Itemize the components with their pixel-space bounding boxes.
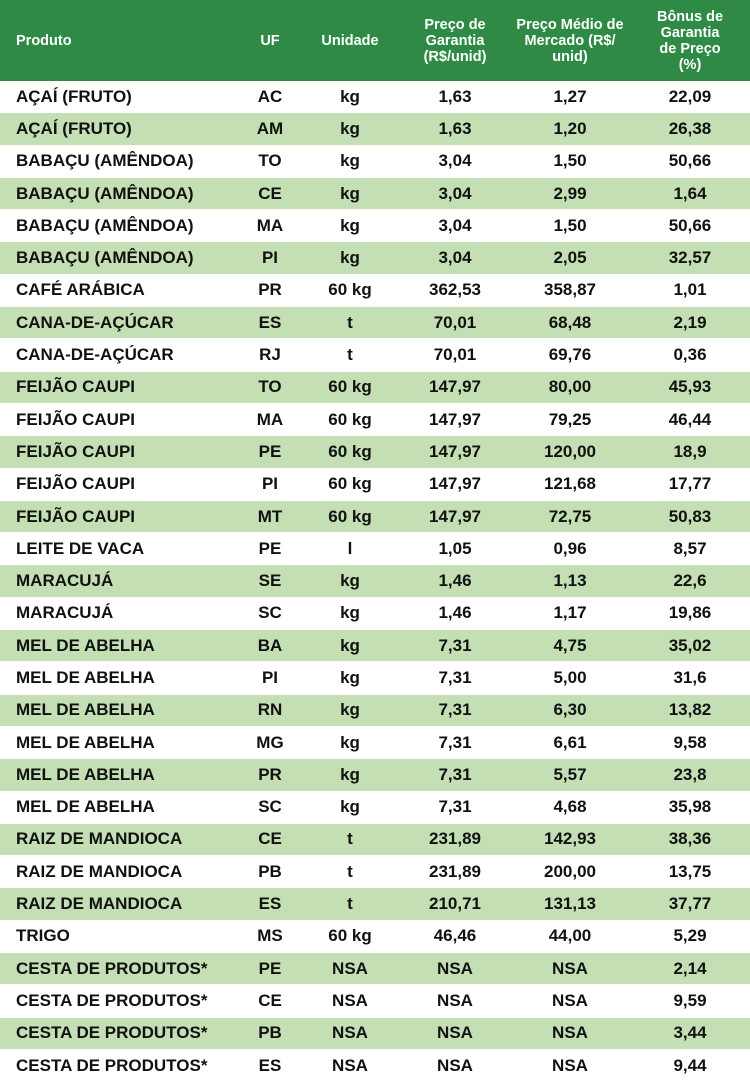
cell-preco-medio: NSA bbox=[510, 1049, 630, 1081]
cell-unidade: 60 kg bbox=[300, 403, 400, 435]
table-row bbox=[0, 597, 750, 629]
table-row bbox=[0, 888, 750, 920]
cell-uf: ES bbox=[240, 888, 300, 920]
table-row bbox=[0, 81, 750, 113]
table-row bbox=[0, 953, 750, 985]
cell-unidade: kg bbox=[300, 210, 400, 242]
cell-unidade: NSA bbox=[300, 985, 400, 1017]
cell-preco-garantia: 7,31 bbox=[400, 759, 510, 791]
cell-preco-garantia: 210,71 bbox=[400, 888, 510, 920]
cell-unidade: NSA bbox=[300, 1017, 400, 1049]
cell-preco-medio: 120,00 bbox=[510, 436, 630, 468]
table-row bbox=[0, 662, 750, 694]
cell-preco-garantia: 7,31 bbox=[400, 791, 510, 823]
cell-preco-medio: 0,96 bbox=[510, 533, 630, 565]
cell-uf: PE bbox=[240, 436, 300, 468]
cell-preco-medio: 200,00 bbox=[510, 856, 630, 888]
cell-preco-garantia: 3,04 bbox=[400, 145, 510, 177]
cell-preco-medio: 2,05 bbox=[510, 242, 630, 274]
cell-uf: AC bbox=[240, 81, 300, 113]
cell-bonus: 46,44 bbox=[630, 403, 750, 435]
cell-bonus: 32,57 bbox=[630, 242, 750, 274]
cell-uf: MA bbox=[240, 210, 300, 242]
table-row bbox=[0, 533, 750, 565]
cell-bonus: 5,29 bbox=[630, 920, 750, 952]
cell-bonus: 26,38 bbox=[630, 113, 750, 145]
cell-produto: RAIZ DE MANDIOCA bbox=[0, 888, 240, 920]
cell-bonus: 19,86 bbox=[630, 597, 750, 629]
cell-uf: SC bbox=[240, 791, 300, 823]
table-row bbox=[0, 468, 750, 500]
cell-uf: PR bbox=[240, 759, 300, 791]
cell-preco-garantia: 147,97 bbox=[400, 436, 510, 468]
cell-unidade: 60 kg bbox=[300, 468, 400, 500]
cell-preco-garantia: 231,89 bbox=[400, 823, 510, 855]
cell-preco-garantia: 7,31 bbox=[400, 694, 510, 726]
cell-uf: CE bbox=[240, 985, 300, 1017]
cell-preco-medio: NSA bbox=[510, 1017, 630, 1049]
cell-bonus: 9,59 bbox=[630, 985, 750, 1017]
cell-produto: BABAÇU (AMÊNDOA) bbox=[0, 210, 240, 242]
cell-unidade: NSA bbox=[300, 953, 400, 985]
table-row bbox=[0, 726, 750, 758]
cell-uf: CE bbox=[240, 823, 300, 855]
cell-preco-garantia: 7,31 bbox=[400, 630, 510, 662]
cell-uf: RN bbox=[240, 694, 300, 726]
table-row bbox=[0, 856, 750, 888]
cell-produto: MEL DE ABELHA bbox=[0, 662, 240, 694]
cell-preco-medio: 5,57 bbox=[510, 759, 630, 791]
cell-preco-medio: 358,87 bbox=[510, 274, 630, 306]
cell-unidade: kg bbox=[300, 177, 400, 209]
header-uf: UF bbox=[240, 0, 300, 81]
cell-produto: CESTA DE PRODUTOS* bbox=[0, 1049, 240, 1081]
cell-unidade: kg bbox=[300, 113, 400, 145]
cell-produto: AÇAÍ (FRUTO) bbox=[0, 81, 240, 113]
cell-preco-medio: 1,17 bbox=[510, 597, 630, 629]
table-row bbox=[0, 436, 750, 468]
table-row bbox=[0, 274, 750, 306]
cell-bonus: 3,44 bbox=[630, 1017, 750, 1049]
cell-preco-medio: 1,50 bbox=[510, 210, 630, 242]
cell-produto: BABAÇU (AMÊNDOA) bbox=[0, 242, 240, 274]
cell-preco-medio: 1,27 bbox=[510, 81, 630, 113]
cell-uf: PI bbox=[240, 468, 300, 500]
cell-preco-garantia: 1,46 bbox=[400, 597, 510, 629]
cell-uf: PB bbox=[240, 1017, 300, 1049]
table-row bbox=[0, 791, 750, 823]
cell-uf: MA bbox=[240, 403, 300, 435]
cell-bonus: 13,75 bbox=[630, 856, 750, 888]
cell-unidade: kg bbox=[300, 630, 400, 662]
cell-preco-medio: 1,50 bbox=[510, 145, 630, 177]
table-row bbox=[0, 210, 750, 242]
cell-bonus: 50,83 bbox=[630, 500, 750, 532]
cell-produto: MEL DE ABELHA bbox=[0, 694, 240, 726]
cell-bonus: 50,66 bbox=[630, 145, 750, 177]
cell-uf: CE bbox=[240, 177, 300, 209]
cell-bonus: 1,01 bbox=[630, 274, 750, 306]
cell-preco-medio: 69,76 bbox=[510, 339, 630, 371]
cell-uf: PI bbox=[240, 242, 300, 274]
cell-preco-medio: 1,20 bbox=[510, 113, 630, 145]
cell-unidade: t bbox=[300, 856, 400, 888]
cell-bonus: 18,9 bbox=[630, 436, 750, 468]
cell-produto: FEIJÃO CAUPI bbox=[0, 371, 240, 403]
cell-unidade: kg bbox=[300, 565, 400, 597]
cell-produto: RAIZ DE MANDIOCA bbox=[0, 856, 240, 888]
table-body bbox=[0, 81, 750, 1082]
cell-preco-garantia: 147,97 bbox=[400, 371, 510, 403]
cell-bonus: 0,36 bbox=[630, 339, 750, 371]
table-row bbox=[0, 565, 750, 597]
cell-unidade: 60 kg bbox=[300, 436, 400, 468]
cell-preco-garantia: 3,04 bbox=[400, 177, 510, 209]
cell-preco-medio: 79,25 bbox=[510, 403, 630, 435]
cell-produto: CANA-DE-AÇÚCAR bbox=[0, 307, 240, 339]
cell-bonus: 1,64 bbox=[630, 177, 750, 209]
table-row bbox=[0, 113, 750, 145]
cell-preco-medio: 121,68 bbox=[510, 468, 630, 500]
cell-bonus: 35,02 bbox=[630, 630, 750, 662]
table-row bbox=[0, 177, 750, 209]
cell-bonus: 38,36 bbox=[630, 823, 750, 855]
table-row bbox=[0, 500, 750, 532]
cell-preco-garantia: 70,01 bbox=[400, 339, 510, 371]
cell-bonus: 35,98 bbox=[630, 791, 750, 823]
cell-preco-medio: 80,00 bbox=[510, 371, 630, 403]
cell-preco-medio: 6,30 bbox=[510, 694, 630, 726]
cell-uf: BA bbox=[240, 630, 300, 662]
table-row bbox=[0, 242, 750, 274]
cell-unidade: 60 kg bbox=[300, 500, 400, 532]
cell-bonus: 9,58 bbox=[630, 726, 750, 758]
cell-uf: PR bbox=[240, 274, 300, 306]
cell-bonus: 50,66 bbox=[630, 210, 750, 242]
cell-preco-garantia: 147,97 bbox=[400, 500, 510, 532]
cell-preco-medio: 4,68 bbox=[510, 791, 630, 823]
header-row bbox=[0, 0, 750, 81]
cell-unidade: t bbox=[300, 307, 400, 339]
cell-preco-medio: 6,61 bbox=[510, 726, 630, 758]
cell-produto: MEL DE ABELHA bbox=[0, 726, 240, 758]
cell-uf: MT bbox=[240, 500, 300, 532]
table-row bbox=[0, 630, 750, 662]
cell-bonus: 22,09 bbox=[630, 81, 750, 113]
cell-preco-medio: 44,00 bbox=[510, 920, 630, 952]
cell-produto: CESTA DE PRODUTOS* bbox=[0, 985, 240, 1017]
cell-preco-medio: NSA bbox=[510, 985, 630, 1017]
cell-preco-garantia: 147,97 bbox=[400, 403, 510, 435]
table-row bbox=[0, 145, 750, 177]
table-row bbox=[0, 694, 750, 726]
cell-uf: PI bbox=[240, 662, 300, 694]
cell-produto: CAFÉ ARÁBICA bbox=[0, 274, 240, 306]
cell-preco-medio: 72,75 bbox=[510, 500, 630, 532]
table-row bbox=[0, 307, 750, 339]
cell-bonus: 9,44 bbox=[630, 1049, 750, 1081]
cell-uf: TO bbox=[240, 145, 300, 177]
cell-unidade: l bbox=[300, 533, 400, 565]
cell-preco-garantia: NSA bbox=[400, 953, 510, 985]
cell-produto: CESTA DE PRODUTOS* bbox=[0, 1017, 240, 1049]
cell-bonus: 31,6 bbox=[630, 662, 750, 694]
cell-preco-garantia: 1,05 bbox=[400, 533, 510, 565]
cell-produto: TRIGO bbox=[0, 920, 240, 952]
cell-unidade: t bbox=[300, 339, 400, 371]
cell-unidade: kg bbox=[300, 694, 400, 726]
cell-preco-garantia: NSA bbox=[400, 1049, 510, 1081]
table-row bbox=[0, 920, 750, 952]
cell-preco-medio: 131,13 bbox=[510, 888, 630, 920]
cell-preco-garantia: 7,31 bbox=[400, 662, 510, 694]
cell-uf: PE bbox=[240, 533, 300, 565]
cell-preco-garantia: 3,04 bbox=[400, 242, 510, 274]
cell-bonus: 22,6 bbox=[630, 565, 750, 597]
cell-unidade: kg bbox=[300, 759, 400, 791]
cell-unidade: NSA bbox=[300, 1049, 400, 1081]
table-row bbox=[0, 985, 750, 1017]
cell-uf: ES bbox=[240, 1049, 300, 1081]
cell-bonus: 23,8 bbox=[630, 759, 750, 791]
cell-unidade: t bbox=[300, 888, 400, 920]
cell-uf: PB bbox=[240, 856, 300, 888]
table-row bbox=[0, 403, 750, 435]
cell-unidade: kg bbox=[300, 791, 400, 823]
table-row bbox=[0, 1049, 750, 1081]
cell-produto: AÇAÍ (FRUTO) bbox=[0, 113, 240, 145]
cell-produto: FEIJÃO CAUPI bbox=[0, 468, 240, 500]
cell-uf: SE bbox=[240, 565, 300, 597]
cell-unidade: t bbox=[300, 823, 400, 855]
cell-bonus: 2,19 bbox=[630, 307, 750, 339]
cell-produto: MARACUJÁ bbox=[0, 597, 240, 629]
cell-produto: MEL DE ABELHA bbox=[0, 791, 240, 823]
header-preco-garantia: Preço de Garantia (R$/unid) bbox=[400, 0, 510, 81]
cell-bonus: 8,57 bbox=[630, 533, 750, 565]
cell-unidade: 60 kg bbox=[300, 371, 400, 403]
cell-preco-garantia: 147,97 bbox=[400, 468, 510, 500]
cell-produto: LEITE DE VACA bbox=[0, 533, 240, 565]
cell-produto: FEIJÃO CAUPI bbox=[0, 500, 240, 532]
cell-preco-medio: 4,75 bbox=[510, 630, 630, 662]
cell-preco-garantia: 3,04 bbox=[400, 210, 510, 242]
header-produto: Produto bbox=[0, 0, 240, 81]
header-bonus: Bônus de Garantia de Preço (%) bbox=[630, 0, 750, 81]
cell-unidade: 60 kg bbox=[300, 920, 400, 952]
cell-bonus: 45,93 bbox=[630, 371, 750, 403]
cell-produto: BABAÇU (AMÊNDOA) bbox=[0, 177, 240, 209]
cell-unidade: kg bbox=[300, 726, 400, 758]
cell-preco-garantia: NSA bbox=[400, 1017, 510, 1049]
cell-preco-medio: 68,48 bbox=[510, 307, 630, 339]
cell-uf: SC bbox=[240, 597, 300, 629]
cell-bonus: 17,77 bbox=[630, 468, 750, 500]
cell-preco-garantia: 46,46 bbox=[400, 920, 510, 952]
cell-preco-garantia: 362,53 bbox=[400, 274, 510, 306]
table-row bbox=[0, 823, 750, 855]
cell-produto: MARACUJÁ bbox=[0, 565, 240, 597]
header-unidade: Unidade bbox=[300, 0, 400, 81]
cell-produto: RAIZ DE MANDIOCA bbox=[0, 823, 240, 855]
cell-preco-medio: 1,13 bbox=[510, 565, 630, 597]
cell-unidade: kg bbox=[300, 242, 400, 274]
cell-preco-medio: NSA bbox=[510, 953, 630, 985]
cell-uf: AM bbox=[240, 113, 300, 145]
cell-preco-garantia: NSA bbox=[400, 985, 510, 1017]
header-preco-medio: Preço Médio de Mercado (R$/ unid) bbox=[510, 0, 630, 81]
cell-preco-medio: 5,00 bbox=[510, 662, 630, 694]
cell-unidade: kg bbox=[300, 81, 400, 113]
cell-bonus: 2,14 bbox=[630, 953, 750, 985]
cell-produto: MEL DE ABELHA bbox=[0, 759, 240, 791]
cell-produto: CANA-DE-AÇÚCAR bbox=[0, 339, 240, 371]
cell-produto: CESTA DE PRODUTOS* bbox=[0, 953, 240, 985]
cell-preco-garantia: 1,63 bbox=[400, 81, 510, 113]
table-header bbox=[0, 0, 750, 81]
cell-uf: MS bbox=[240, 920, 300, 952]
table-row bbox=[0, 1017, 750, 1049]
table-row bbox=[0, 759, 750, 791]
cell-preco-garantia: 70,01 bbox=[400, 307, 510, 339]
cell-uf: PE bbox=[240, 953, 300, 985]
table-row bbox=[0, 339, 750, 371]
cell-unidade: kg bbox=[300, 145, 400, 177]
cell-unidade: kg bbox=[300, 662, 400, 694]
cell-produto: FEIJÃO CAUPI bbox=[0, 403, 240, 435]
cell-bonus: 13,82 bbox=[630, 694, 750, 726]
cell-bonus: 37,77 bbox=[630, 888, 750, 920]
table-row bbox=[0, 371, 750, 403]
cell-preco-garantia: 1,46 bbox=[400, 565, 510, 597]
cell-produto: MEL DE ABELHA bbox=[0, 630, 240, 662]
cell-uf: MG bbox=[240, 726, 300, 758]
cell-unidade: 60 kg bbox=[300, 274, 400, 306]
cell-uf: RJ bbox=[240, 339, 300, 371]
cell-preco-garantia: 231,89 bbox=[400, 856, 510, 888]
cell-uf: TO bbox=[240, 371, 300, 403]
cell-preco-medio: 142,93 bbox=[510, 823, 630, 855]
cell-produto: FEIJÃO CAUPI bbox=[0, 436, 240, 468]
cell-preco-garantia: 7,31 bbox=[400, 726, 510, 758]
cell-uf: ES bbox=[240, 307, 300, 339]
cell-preco-medio: 2,99 bbox=[510, 177, 630, 209]
cell-unidade: kg bbox=[300, 597, 400, 629]
cell-preco-garantia: 1,63 bbox=[400, 113, 510, 145]
cell-produto: BABAÇU (AMÊNDOA) bbox=[0, 145, 240, 177]
